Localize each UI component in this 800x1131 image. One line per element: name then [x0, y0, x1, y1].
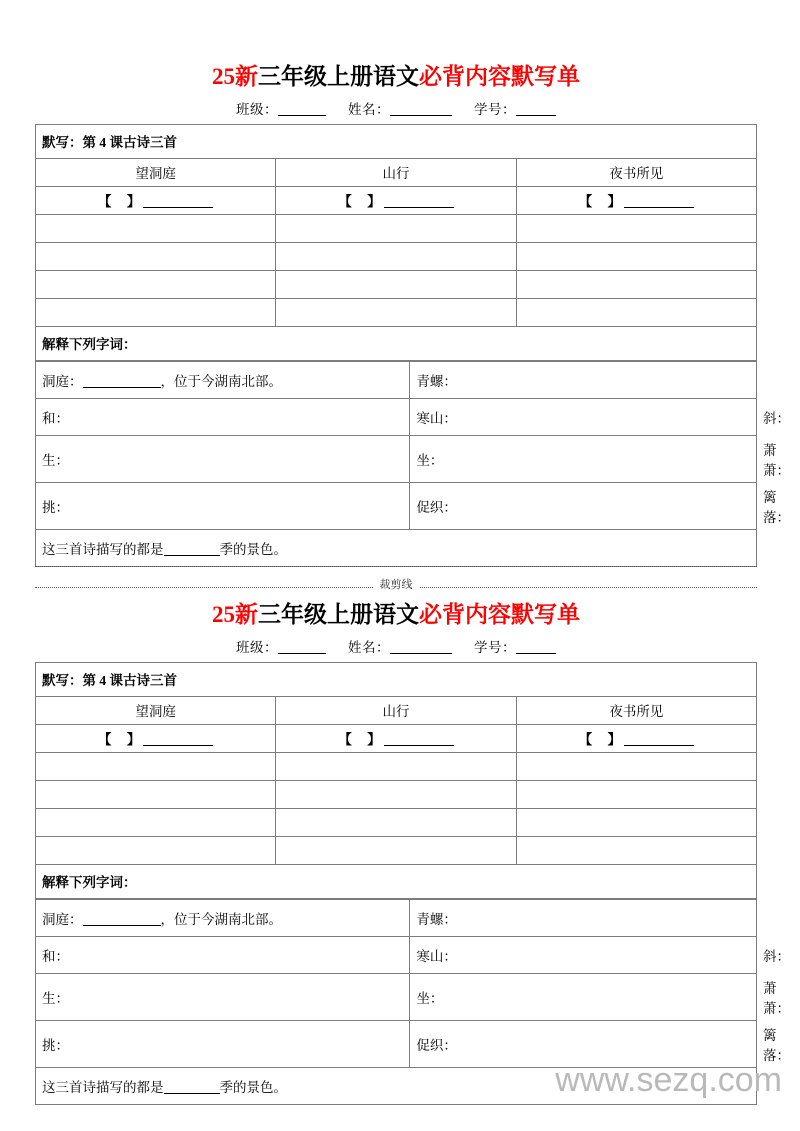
term-label-hanshan-copy: 寒山： — [416, 948, 457, 964]
worksheet-copy-top — [35, 62, 790, 567]
term-label-cuzhi: 促织： — [416, 499, 457, 515]
dictation-table — [35, 124, 757, 361]
title-segment-red-prefix: 25新 — [212, 64, 258, 89]
author-blank-1-copy[interactable] — [143, 732, 213, 747]
poem-write-cell[interactable] — [516, 270, 756, 298]
term-label-sheng: 生： — [42, 452, 69, 468]
class-input-blank[interactable] — [278, 101, 326, 116]
author-bracket-2: 【 】 — [338, 194, 382, 210]
name-label-copy: 姓名： — [348, 639, 390, 655]
term-cell-cuzhi[interactable] — [410, 482, 757, 529]
poem-write-cell[interactable] — [516, 836, 756, 864]
term-label-liluo-copy: 篱落： — [762, 1027, 790, 1063]
term-suffix-dongting-copy: ，位于今湖南北部。 — [160, 911, 282, 927]
table-row — [36, 752, 757, 780]
poem-write-cell[interactable] — [516, 752, 756, 780]
table-row — [36, 662, 757, 696]
poem-write-cell[interactable] — [36, 214, 276, 242]
table-row — [36, 973, 757, 1020]
term-blank-dongting-copy[interactable] — [83, 911, 161, 926]
name-input-blank-copy[interactable] — [390, 639, 452, 654]
title-segment-red-suffix: 必背内容默写单 — [419, 64, 580, 89]
term-label-zuo-copy: 坐： — [416, 990, 444, 1006]
author-blank-1[interactable] — [143, 194, 213, 209]
table-row — [36, 214, 757, 242]
poem-title-2: 山行 — [276, 158, 516, 186]
table-row — [36, 158, 757, 186]
poem-write-cell[interactable] — [36, 836, 276, 864]
author-blank-3[interactable] — [624, 194, 694, 209]
class-label: 班级： — [236, 101, 278, 117]
title-segment-black: 三年级上册语文 — [258, 64, 419, 89]
class-input-blank-copy[interactable] — [278, 639, 326, 654]
poem-write-cell[interactable] — [36, 270, 276, 298]
poem-write-cell[interactable] — [276, 780, 516, 808]
author-bracket-cell-3-copy[interactable] — [516, 724, 756, 752]
table-row — [36, 936, 757, 973]
table-row — [36, 864, 757, 898]
dictation-heading-copy: 默写：第 4 课古诗三首 — [36, 662, 757, 696]
author-bracket-cell-1-copy[interactable] — [36, 724, 276, 752]
term-cell-tiao[interactable] — [36, 482, 410, 529]
term-suffix-dongting: ，位于今湖南北部。 — [160, 373, 282, 389]
author-bracket-cell-2[interactable] — [276, 186, 516, 214]
title-segment-black-copy: 三年级上册语文 — [258, 602, 419, 627]
poem-write-cell[interactable] — [36, 780, 276, 808]
poem-title-3: 夜书所见 — [516, 158, 756, 186]
summary-prefix: 这三首诗描写的都是 — [42, 541, 164, 557]
poem-write-cell[interactable] — [276, 242, 516, 270]
author-bracket-3-copy: 【 】 — [578, 732, 623, 748]
page-title-copy — [35, 600, 757, 630]
explanation-heading: 解释下列字词： — [36, 326, 757, 360]
table-row — [36, 186, 757, 214]
poem-write-cell[interactable] — [36, 752, 276, 780]
summary-question-cell[interactable] — [36, 529, 757, 566]
author-blank-2-copy[interactable] — [384, 732, 454, 747]
table-row — [36, 836, 757, 864]
cut-line-dots-top — [35, 566, 757, 567]
term-label-qingluo-copy: 青螺： — [416, 911, 457, 927]
poem-write-cell[interactable] — [516, 242, 756, 270]
term-label-he: 和： — [42, 410, 69, 426]
term-label-xiaoxiao: 萧萧： — [762, 442, 790, 478]
poem-write-cell[interactable] — [276, 808, 516, 836]
name-label: 姓名： — [348, 101, 390, 117]
poem-write-cell[interactable] — [276, 214, 516, 242]
summary-season-blank[interactable] — [164, 541, 220, 556]
term-cell-qingluo-copy[interactable] — [410, 899, 757, 936]
dictation-table-copy — [35, 662, 757, 899]
term-label-cuzhi-copy: 促织： — [416, 1037, 457, 1053]
table-row — [36, 361, 757, 398]
student-id-input-blank[interactable] — [516, 101, 556, 116]
dictation-heading: 默写：第 4 课古诗三首 — [36, 124, 757, 158]
author-bracket-1-copy: 【 】 — [97, 732, 142, 748]
poem-write-cell[interactable] — [516, 780, 756, 808]
poem-write-cell[interactable] — [36, 808, 276, 836]
poem-write-cell[interactable] — [516, 808, 756, 836]
poem-title-3-copy: 夜书所见 — [516, 696, 756, 724]
table-row — [36, 724, 757, 752]
name-input-blank[interactable] — [390, 101, 452, 116]
author-blank-3-copy[interactable] — [624, 732, 694, 747]
poem-title-1-copy: 望洞庭 — [36, 696, 276, 724]
page-title — [35, 62, 757, 92]
term-label-dongting: 洞庭： — [42, 373, 83, 389]
table-row — [36, 326, 757, 360]
table-row — [36, 780, 757, 808]
table-row — [36, 124, 757, 158]
author-bracket-cell-1[interactable] — [36, 186, 276, 214]
site-watermark: www.sezq.com — [555, 1061, 782, 1099]
term-cell-hanshan-copy[interactable] — [410, 936, 757, 973]
cut-line-label: 裁剪线 — [374, 580, 419, 591]
term-label-tiao-copy: 挑： — [42, 1037, 69, 1053]
term-cell-sheng[interactable] — [36, 435, 410, 482]
term-cell-he-copy[interactable] — [36, 936, 410, 973]
table-row — [36, 899, 757, 936]
poem-write-cell[interactable] — [276, 752, 516, 780]
summary-season-blank-copy[interactable] — [164, 1079, 220, 1094]
summary-prefix-copy: 这三首诗描写的都是 — [42, 1079, 164, 1095]
summary-suffix-copy: 季的景色。 — [219, 1079, 287, 1095]
poem-title-2-copy: 山行 — [276, 696, 516, 724]
poem-write-cell[interactable] — [276, 298, 516, 326]
cut-line — [35, 566, 757, 591]
term-cell-sheng-copy[interactable] — [36, 973, 410, 1020]
term-label-sheng-copy: 生： — [42, 990, 69, 1006]
author-bracket-cell-3[interactable] — [516, 186, 756, 214]
term-label-tiao: 挑： — [42, 499, 69, 515]
author-bracket-cell-2-copy[interactable] — [276, 724, 516, 752]
student-id-input-blank-copy[interactable] — [516, 639, 556, 654]
term-cell-dongting[interactable] — [36, 361, 410, 398]
author-bracket-1: 【 】 — [97, 194, 142, 210]
term-cell-tiao-copy[interactable] — [36, 1020, 410, 1067]
term-label-zuo: 坐： — [416, 452, 444, 468]
term-blank-dongting[interactable] — [83, 373, 161, 388]
student-info-line-copy — [35, 636, 757, 656]
table-row — [36, 242, 757, 270]
poem-write-cell[interactable] — [516, 214, 756, 242]
summary-suffix: 季的景色。 — [219, 541, 287, 557]
table-row — [36, 398, 757, 435]
poem-write-cell[interactable] — [276, 270, 516, 298]
poem-title-1: 望洞庭 — [36, 158, 276, 186]
poem-write-cell[interactable] — [276, 836, 516, 864]
class-label-copy: 班级： — [236, 639, 278, 655]
table-row — [36, 270, 757, 298]
explanation-heading-copy: 解释下列字词： — [36, 864, 757, 898]
title-segment-red-suffix-copy: 必背内容默写单 — [419, 602, 580, 627]
term-label-hanshan: 寒山： — [416, 410, 457, 426]
student-id-label-copy: 学号： — [474, 639, 516, 655]
table-row — [36, 482, 757, 529]
term-label-dongting-copy: 洞庭： — [42, 911, 83, 927]
table-row — [36, 435, 757, 482]
title-segment-red-prefix-copy: 25新 — [212, 602, 258, 627]
table-row — [36, 298, 757, 326]
table-row — [36, 808, 757, 836]
term-cell-he[interactable] — [36, 398, 410, 435]
term-label-qingluo: 青螺： — [416, 373, 457, 389]
term-label-xiaoxiao-copy: 萧萧： — [762, 980, 790, 1016]
poem-write-cell[interactable] — [36, 242, 276, 270]
author-bracket-3: 【 】 — [578, 194, 623, 210]
term-label-liluo: 篱落： — [762, 489, 790, 525]
author-bracket-2-copy: 【 】 — [338, 732, 382, 748]
term-label-he-copy: 和： — [42, 948, 69, 964]
term-cell-hanshan[interactable] — [410, 398, 757, 435]
poem-write-cell[interactable] — [36, 298, 276, 326]
poem-write-cell[interactable] — [516, 298, 756, 326]
table-row — [36, 529, 757, 566]
explanation-table — [35, 361, 790, 567]
student-info-line — [35, 98, 757, 118]
worksheet-copy-bottom — [35, 600, 790, 1105]
term-cell-qingluo[interactable] — [410, 361, 757, 398]
term-cell-dongting-copy[interactable] — [36, 899, 410, 936]
term-cell-zuo[interactable] — [410, 435, 757, 482]
author-blank-2[interactable] — [384, 194, 454, 209]
term-label-xie-copy: 斜： — [762, 948, 790, 964]
term-cell-zuo-copy[interactable] — [410, 973, 757, 1020]
term-label-xie: 斜： — [762, 410, 790, 426]
student-id-label: 学号： — [474, 101, 516, 117]
table-row — [36, 696, 757, 724]
